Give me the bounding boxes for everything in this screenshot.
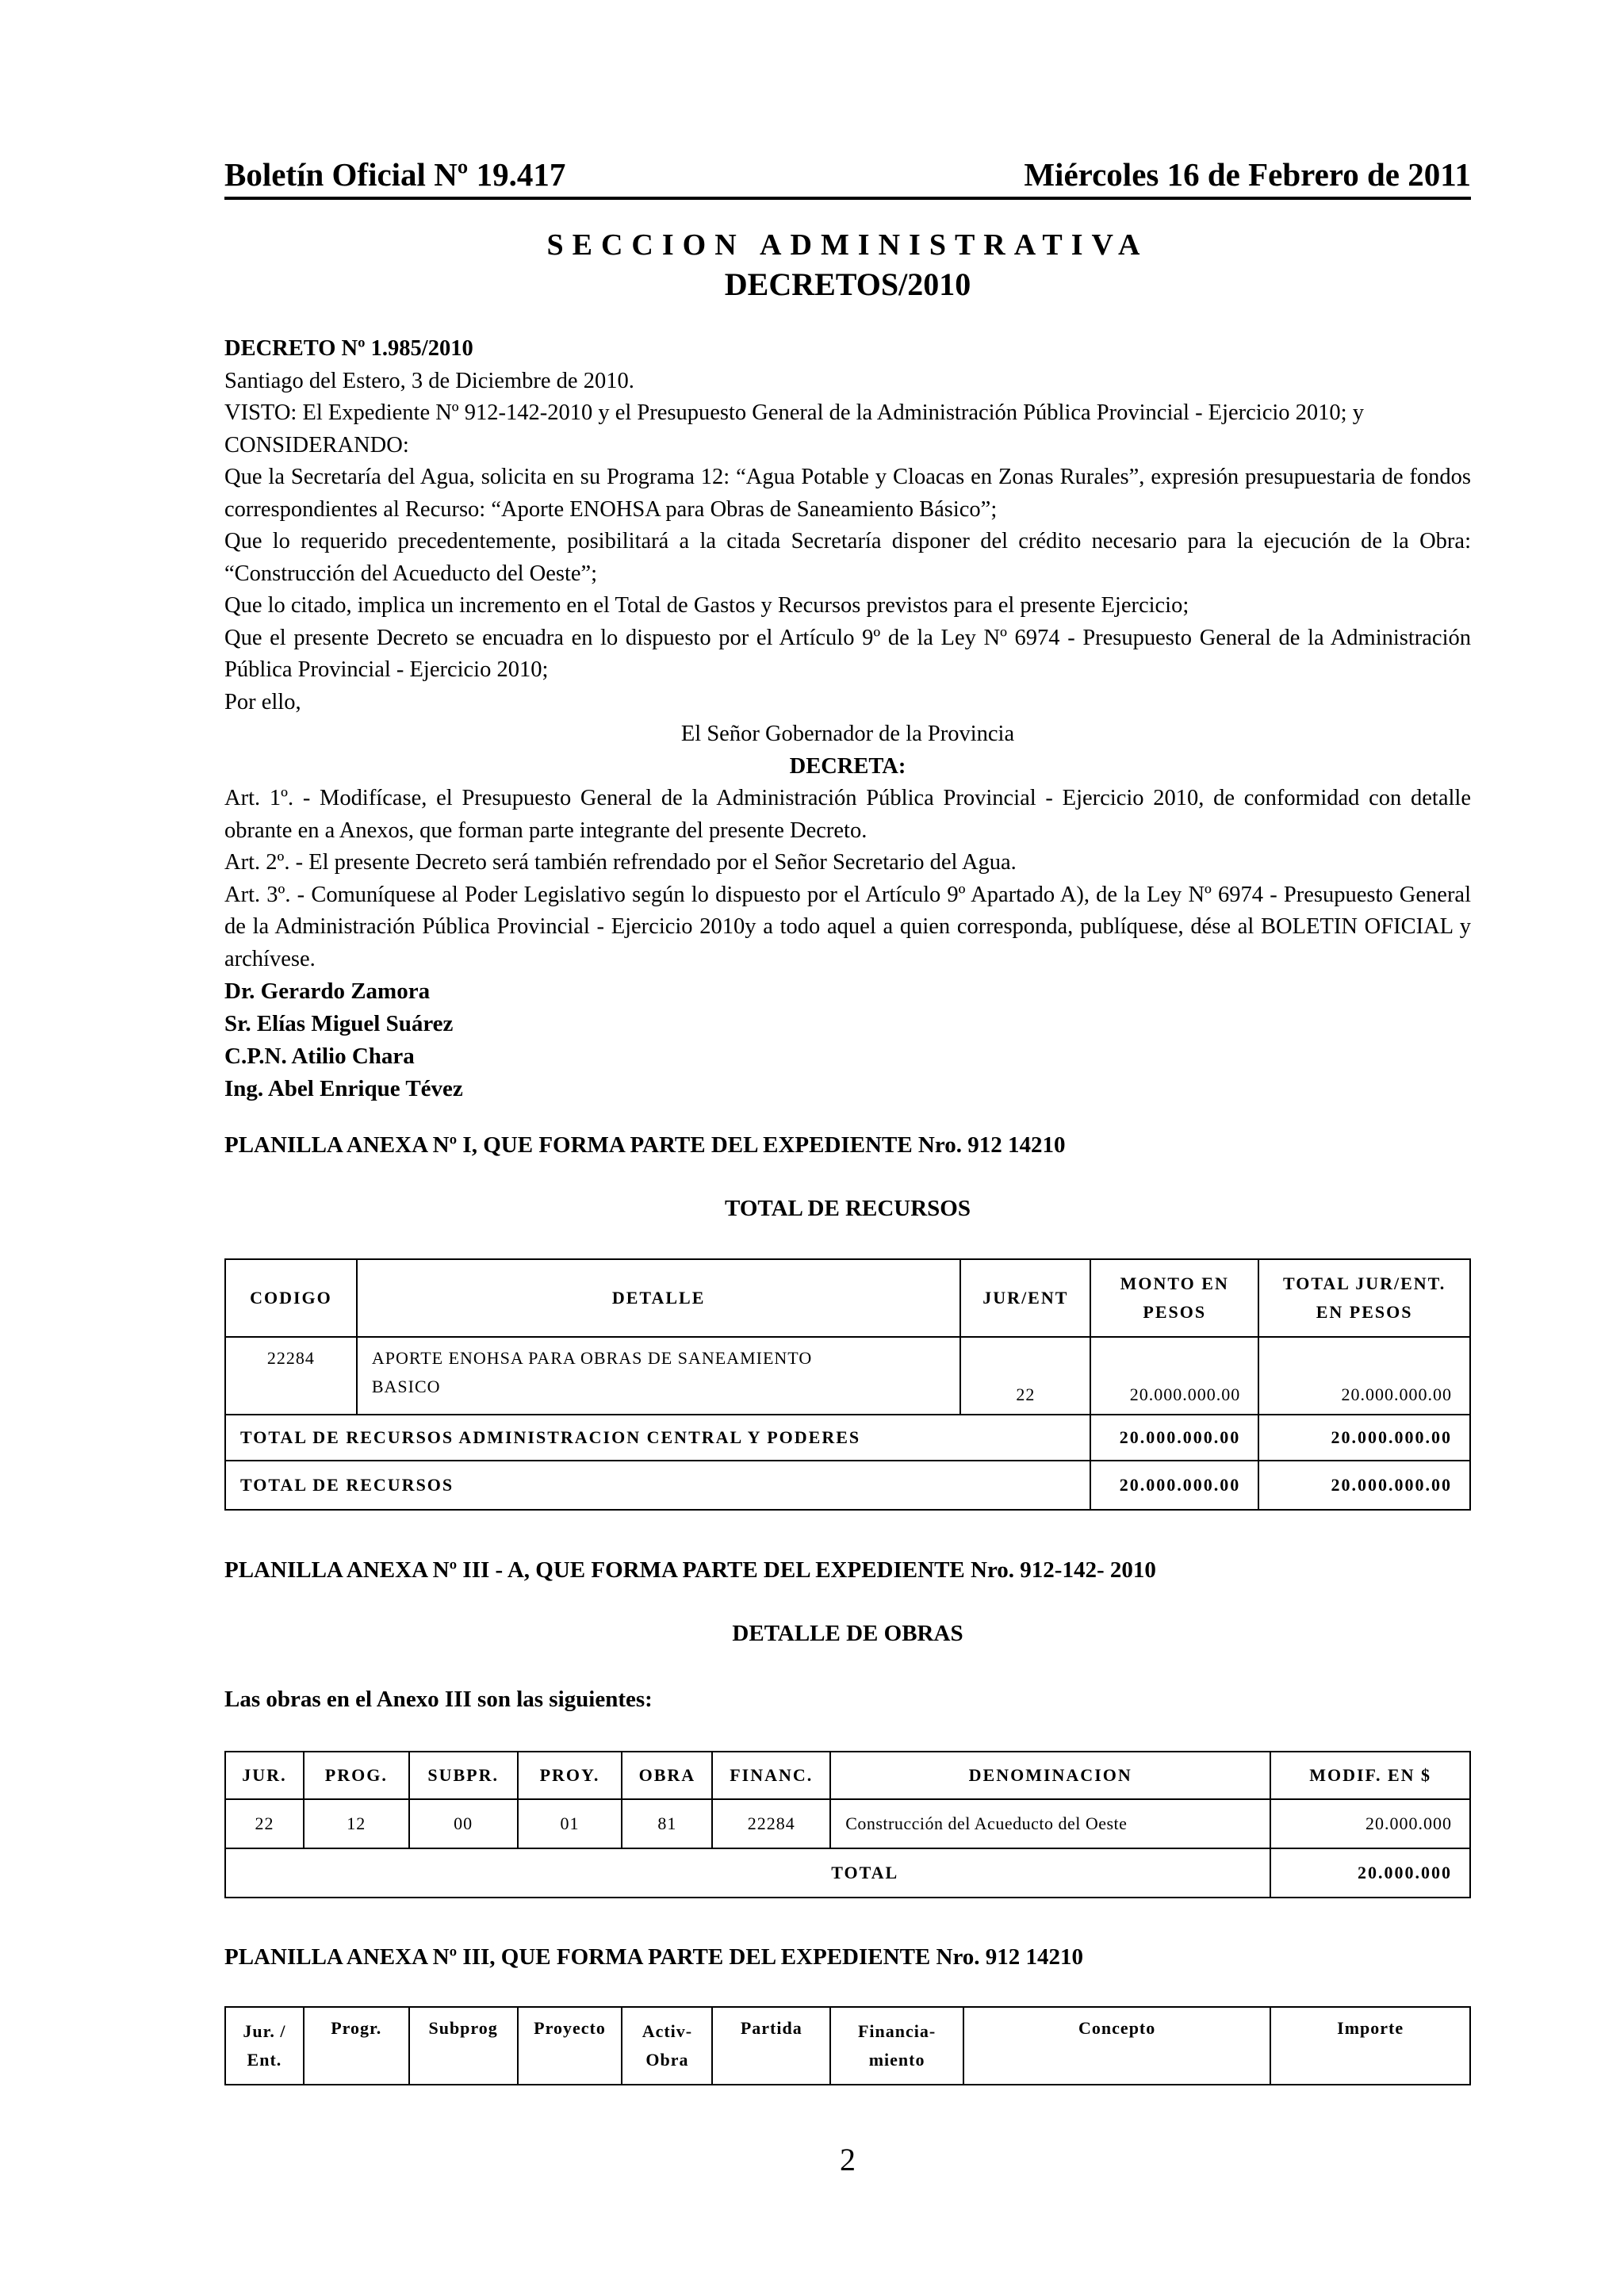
section-title: SECCION ADMINISTRATIVA (546, 228, 1149, 262)
header-activ-obra: Activ- Obra (622, 2007, 712, 2085)
header-subprog: Subprog (409, 2007, 518, 2085)
header-partida: Partida (712, 2007, 830, 2085)
decree-number: DECRETO Nº 1.985/2010 (224, 336, 473, 361)
total-label: TOTAL DE RECURSOS (225, 1461, 1090, 1510)
header-concepto: Concepto (963, 2007, 1270, 2085)
row-jur: 22 (960, 1337, 1090, 1415)
header-financiamiento: Financia- miento (830, 2007, 963, 2085)
annex-3a-title: PLANILLA ANEXA Nº III - A, QUE FORMA PARTE DEL EXPEDIENTE Nro. 912-142- 2010 (224, 1557, 1156, 1583)
annex-3a-subtitle: DETALLE DE OBRAS (732, 1621, 963, 1646)
works-total-value: 20.000.000 (1270, 1848, 1470, 1898)
decree-paragraph-2: Que lo requerido precedentemente, posibilitará a la citada Secretaría disponer del crédito necesario para la ejecución de la Obra: “Construcción del Acueducto del Oeste”; (224, 529, 1471, 586)
decree-article-2: Art. 2º. - El presente Decreto será también refrendado por el Señor Secretario del Agua. (224, 850, 1017, 875)
table-header-row (225, 1259, 1470, 1337)
row-monto: 20.000.000.00 (1090, 1337, 1258, 1415)
resources-table (224, 1258, 1471, 1511)
header-detalle: DETALLE (357, 1259, 961, 1337)
header-financ: FINANC. (712, 1752, 830, 1799)
row-denominacion: Construcción del Acueducto del Oeste (830, 1799, 1270, 1848)
annex-1-title: PLANILLA ANEXA Nº I, QUE FORMA PARTE DEL EXPEDIENTE Nro. 912 14210 (224, 1132, 1066, 1158)
row-codigo: 22284 (225, 1337, 357, 1415)
decree-por-ello: Por ello, (224, 689, 301, 714)
table-row (225, 1337, 1470, 1415)
total-admin-total: 20.000.000.00 (1258, 1415, 1470, 1461)
row-financ: 22284 (712, 1799, 830, 1848)
decree-paragraph-3: Que lo citado, implica un incremento en el Total de Gastos y Recursos previstos para el presente Ejercicio; (224, 593, 1189, 618)
header-codigo: CODIGO (225, 1259, 357, 1337)
total-total: 20.000.000.00 (1258, 1461, 1470, 1510)
works-table (224, 1751, 1471, 1898)
header-obra: OBRA (622, 1752, 712, 1799)
signatory: C.P.N. Atilio Chara (224, 1044, 415, 1069)
header-prog: PROG. (304, 1752, 409, 1799)
total-admin-label: TOTAL DE RECURSOS ADMINISTRACION CENTRAL Y PODERES (225, 1415, 1090, 1461)
total-row (225, 1848, 1470, 1898)
decree-body (224, 333, 1471, 1105)
total-monto: 20.000.000.00 (1090, 1461, 1258, 1510)
header-monto: MONTO EN PESOS (1090, 1259, 1258, 1337)
section-subtitle: DECRETOS/2010 (724, 266, 971, 302)
decree-place-date: Santiago del Estero, 3 de Diciembre de 2010. (224, 368, 634, 393)
signatory: Dr. Gerardo Zamora (224, 978, 431, 1004)
page-header (224, 155, 1471, 200)
header-jur: JUR. (225, 1752, 304, 1799)
total-admin-row (225, 1415, 1470, 1461)
decree-governor: El Señor Gobernador de la Provincia (680, 722, 1015, 746)
decree-visto: VISTO: El Expediente Nº 912-142-2010 y el Presupuesto General de la Administración Pública Provincial - Ejercicio 2010; y (224, 400, 1364, 425)
total-admin-monto: 20.000.000.00 (1090, 1415, 1258, 1461)
works-total-label: TOTAL (225, 1848, 1270, 1898)
row-modif: 20.000.000 (1270, 1799, 1470, 1848)
header-subpr: SUBPR. (409, 1752, 518, 1799)
annex-1-subtitle: TOTAL DE RECURSOS (725, 1196, 971, 1221)
decree-article-3: Art. 3º. - Comuníquese al Poder Legislativo según lo dispuesto por el Artículo 9º Apartado A), de la Ley Nº 6974 - Presupuesto General de la Administración Pública Provincial - Ejercicio 2010y a todo aquel a quien corresponda, publíquese, dése al BOLETIN OFICIAL y archívese. (224, 882, 1471, 971)
row-proy: 01 (518, 1799, 622, 1848)
decree-paragraph-4: Que el presente Decreto se encuadra en lo dispuesto por el Artículo 9º de la Ley Nº 6974 - Presupuesto General de la Administración Pública Provincial - Ejercicio 2010; (224, 625, 1471, 682)
bulletin-date: Miércoles 16 de Febrero de 2011 (1024, 156, 1471, 193)
annex-3a-intro: Las obras en el Anexo III son las siguientes: (224, 1687, 653, 1712)
signatory: Ing. Abel Enrique Tévez (224, 1076, 463, 1101)
page-number: 2 (840, 2142, 856, 2177)
header-importe: Importe (1270, 2007, 1470, 2085)
header-jur-ent: JUR/ENT (960, 1259, 1090, 1337)
header-total: TOTAL JUR/ENT. EN PESOS (1258, 1259, 1470, 1337)
row-jur: 22 (225, 1799, 304, 1848)
header-modif: MODIF. EN $ (1270, 1752, 1470, 1799)
header-proy: PROY. (518, 1752, 622, 1799)
row-obra: 81 (622, 1799, 712, 1848)
annex-3-table (224, 2006, 1471, 2085)
row-subpr: 00 (409, 1799, 518, 1848)
bulletin-number: Boletín Oficial Nº 19.417 (224, 156, 566, 193)
row-prog: 12 (304, 1799, 409, 1848)
header-denominacion: DENOMINACION (830, 1752, 1270, 1799)
decree-article-1: Art. 1º. - Modifícase, el Presupuesto General de la Administración Pública Provincial - Ejercicio 2010, de conformidad con detalle obrante en a Anexos, que forman parte integrante del presente Decreto. (224, 786, 1471, 843)
annex-3-title: PLANILLA ANEXA Nº III, QUE FORMA PARTE DEL EXPEDIENTE Nro. 912 14210 (224, 1944, 1084, 1970)
signatory: Sr. Elías Miguel Suárez (224, 1011, 454, 1036)
table-header-row (225, 2007, 1470, 2085)
decree-considerando: CONSIDERANDO: (224, 432, 409, 458)
row-total: 20.000.000.00 (1258, 1337, 1470, 1415)
header-proyecto: Proyecto (518, 2007, 622, 2085)
row-detalle: APORTE ENOHSA PARA OBRAS DE SANEAMIENTO BASICO (357, 1337, 961, 1415)
decree-decreta: DECRETA: (789, 753, 906, 779)
table-row (225, 1799, 1470, 1848)
table-header-row (225, 1752, 1470, 1799)
header-progr: Progr. (304, 2007, 409, 2085)
total-row (225, 1461, 1470, 1510)
decree-paragraph-1: Que la Secretaría del Agua, solicita en su Programa 12: “Agua Potable y Cloacas en Zonas Rurales”, expresión presupuestaria de fondos correspondientes al Recurso: “Aporte ENOHSA para Obras de Saneamiento Básico”; (224, 465, 1471, 522)
header-jur-ent: Jur. / Ent. (225, 2007, 304, 2085)
